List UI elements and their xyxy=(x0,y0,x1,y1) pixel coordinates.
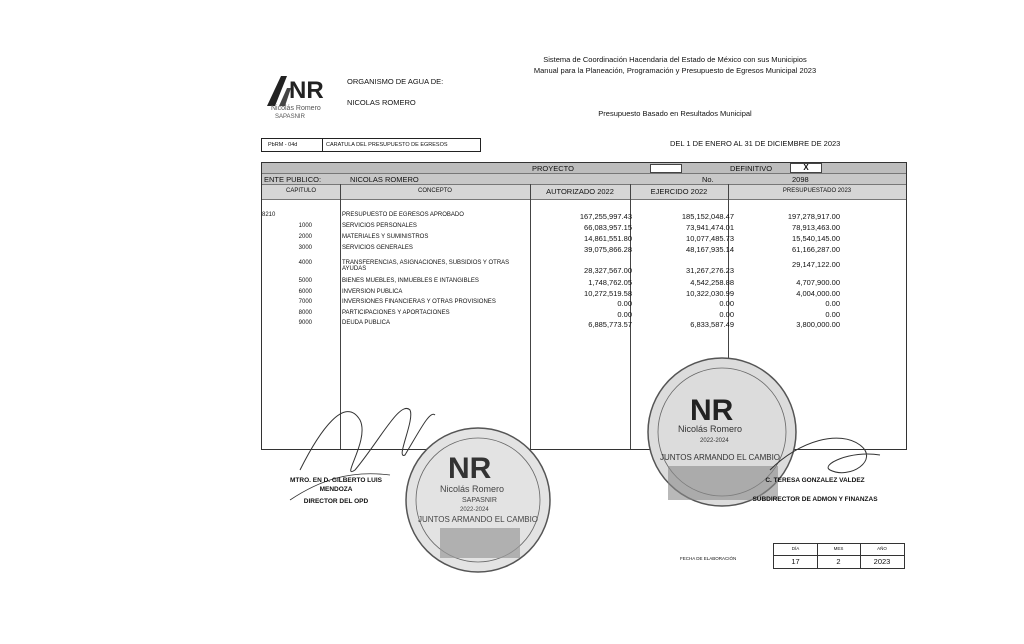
left-signatory-name-line2: MENDOZA xyxy=(319,486,353,493)
svg-text:NR: NR xyxy=(690,394,734,427)
svg-text:NR: NR xyxy=(289,77,324,104)
svg-text:JUNTOS ARMANDO EL CAMBIO: JUNTOS ARMANDO EL CAMBIO xyxy=(660,453,781,462)
system-title-line1: Sistema de Coordinación Hacendaria del Estado de México con sus Municipios xyxy=(543,55,807,64)
svg-text:2022-2024: 2022-2024 xyxy=(700,438,729,444)
left-signatory-role: DIRECTOR DEL OPD xyxy=(303,498,369,505)
no-label: No. xyxy=(702,175,714,184)
table-row: 5000 BIENES MUEBLES, INMUEBLES E INTANGIBLES 1,748,762.05 4,542,258.88 4,707,900.00 xyxy=(298,278,840,287)
left-signatory xyxy=(276,476,396,506)
col-autorizado: AUTORIZADO 2022 xyxy=(546,187,614,196)
col-capitulo: CAPITULO xyxy=(285,188,316,194)
period-label: DEL 1 DE ENERO AL 31 DE DICIEMBRE DE 2023 xyxy=(670,139,841,148)
right-signatory-name: C. TERESA GONZALEZ VALDEZ xyxy=(765,477,865,484)
form-code: PbRM - 04d xyxy=(262,139,323,151)
svg-text:Nicolás Romero: Nicolás Romero xyxy=(271,105,321,112)
dia-label: DÍA xyxy=(791,546,800,551)
svg-text:Nicolás Romero: Nicolás Romero xyxy=(678,424,743,434)
table-row: 2000 MATERIALES Y SUMINISTROS 14,861,551.80 10,077,485.73 15,540,145.00 xyxy=(298,234,840,243)
table-row: 1000 SERVICIOS PERSONALES 66,083,957.15 73,941,474.01 78,913,463.00 xyxy=(298,223,840,232)
col-ejercido: EJERCIDO 2022 xyxy=(650,187,708,196)
definitivo-checkbox: X xyxy=(790,163,822,173)
svg-text:NR: NR xyxy=(448,452,492,485)
col-presupuestado: PRESUPUESTADO 2023 xyxy=(782,188,852,194)
proyecto-label: PROYECTO xyxy=(532,164,574,173)
definitivo-label: DEFINITIVO xyxy=(730,164,773,173)
anio-label: AÑO xyxy=(877,546,887,551)
right-signatory xyxy=(740,476,890,505)
table-row: 6000 INVERSION PUBLICA 10,272,519.58 10,322,030.99 4,004,000.00 xyxy=(298,289,840,298)
fecha-label: FECHA DE ELABORACIÓN xyxy=(680,556,737,561)
left-signature xyxy=(300,408,435,471)
svg-text:Nicolás Romero: Nicolás Romero xyxy=(440,484,505,494)
system-title-line2: Manual para la Planeación, Programación y Presupuesto de Egresos Municipal 2023 xyxy=(533,66,817,75)
left-stamp-seal xyxy=(406,428,550,572)
table-row: 7000 INVERSIONES FINANCIERAS Y OTRAS PROVISIONES 0.00 0.00 0.00 xyxy=(298,299,840,308)
form-title: CARATULA DEL PRESUPUESTO DE EGRESOS xyxy=(326,142,448,148)
ente-value: NICOLAS ROMERO xyxy=(350,175,419,184)
ente-label: ENTE PUBLICO: xyxy=(264,175,322,184)
fecha-table xyxy=(773,543,905,569)
no-value: 2098 xyxy=(792,175,809,184)
document-subtitle: Presupuesto Basado en Resultados Municipal xyxy=(598,109,752,118)
mes-value: 2 xyxy=(836,557,841,566)
svg-text:JUNTOS ARMANDO EL CAMBIO: JUNTOS ARMANDO EL CAMBIO xyxy=(418,515,539,524)
svg-text:SAPASNIR: SAPASNIR xyxy=(275,114,305,120)
left-signatory-name-line1: MTRO. EN D. GILBERTO LUIS xyxy=(290,477,382,484)
table-row: 8000 PARTICIPACIONES Y APORTACIONES 0.00 0.00 0.00 xyxy=(298,310,840,319)
table-row: 4000 TRANSFERENCIAS, ASIGNACIONES, SUBSIDIOS Y OTRAS AYUDAS 28,327,567.00 31,267,276.23 29,147,122.00 xyxy=(298,260,840,275)
right-signatory-role: SUBDIRECTOR DE ADMON Y FINANZAS xyxy=(752,496,878,503)
table-row: 3000 SERVICIOS GENERALES 39,075,866.28 48,167,935.14 61,166,287.00 xyxy=(298,245,840,254)
table-row: 9000 DEUDA PUBLICA 6,885,773.57 6,833,587.49 3,800,000.00 xyxy=(298,320,840,329)
svg-text:SAPASNIR: SAPASNIR xyxy=(462,497,497,504)
col-concepto: CONCEPTO xyxy=(418,188,452,194)
mes-label: MES xyxy=(833,546,844,551)
organization-name: NICOLAS ROMERO xyxy=(347,98,416,107)
table-row: 8210 PRESUPUESTO DE EGRESOS APROBADO 167,255,997.43 185,152,048.47 197,278,917.00 xyxy=(262,212,840,221)
organization-label: ORGANISMO DE AGUA DE: xyxy=(347,77,444,86)
dia-value: 17 xyxy=(791,557,800,566)
anio-value: 2023 xyxy=(873,557,891,566)
svg-text:2022-2024: 2022-2024 xyxy=(460,507,489,513)
